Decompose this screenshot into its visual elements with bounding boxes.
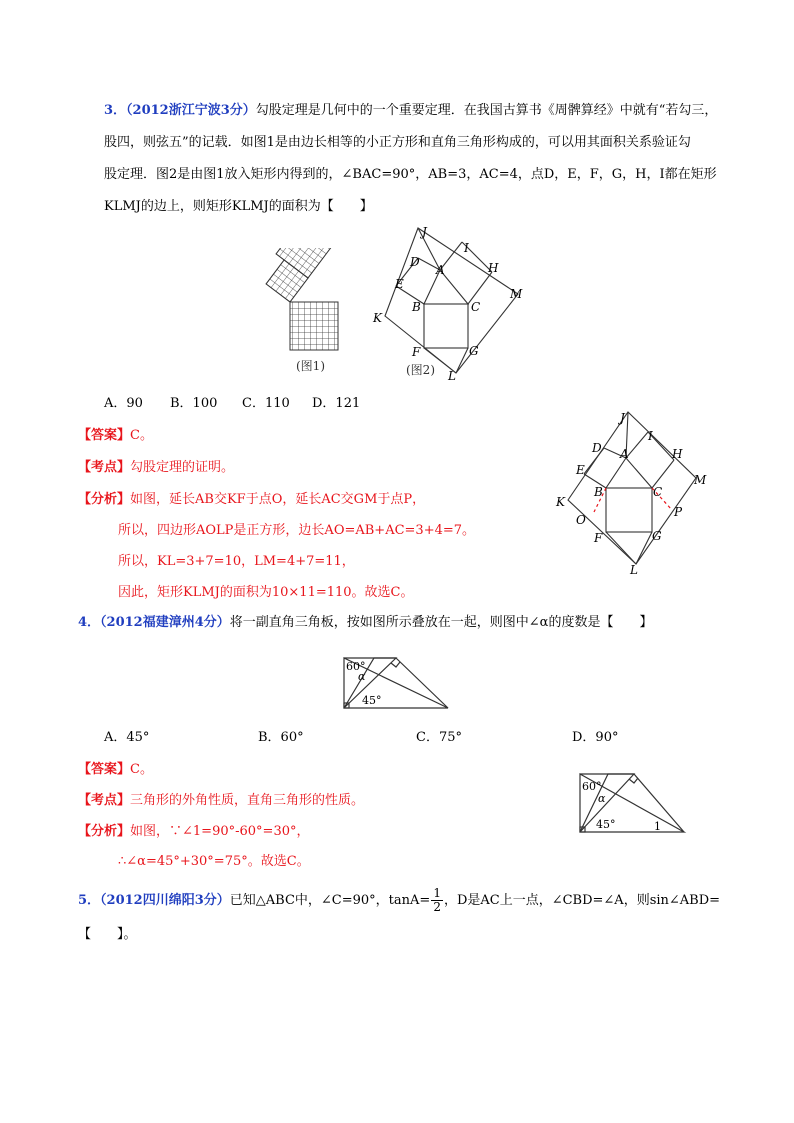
fig2-label-B: B <box>412 300 421 314</box>
fig2-label-M: M <box>510 287 523 301</box>
q3-analysis-2: 所以，四边形AOLP是正方形，边长AO=AB+AC=3+4=7。 <box>118 523 476 538</box>
q5-text-2: 【 】。 <box>78 927 137 942</box>
q4-answer-value: C。 <box>130 762 153 777</box>
q5-text-1b: ，D是AC上一点，∠CBD=∠A，则sin∠ABD= <box>443 893 721 908</box>
fig2-label-A: A <box>436 263 445 277</box>
q3-figure-1 <box>262 248 362 378</box>
q4-option-b: B．60° <box>258 730 304 745</box>
q5-line-1 <box>78 886 720 916</box>
q3-answer <box>78 426 153 446</box>
q3-figure-2 <box>368 222 538 384</box>
q4-line-1 <box>78 613 652 633</box>
q4-figure <box>336 652 456 712</box>
q3-analysis-tag: 【分析】 <box>78 492 131 507</box>
q3-point <box>78 458 234 478</box>
fig3-label-G: G <box>652 529 662 543</box>
fig3-label-M: M <box>694 473 707 487</box>
q4-afig-45: 45° <box>596 818 616 831</box>
q3-point-tag: 【考点】 <box>78 460 131 475</box>
q4-answer-tag: 【答案】 <box>78 762 131 777</box>
q3-point-value: 勾股定理的证明。 <box>130 460 235 475</box>
fig3-label-D: D <box>592 441 602 455</box>
fig2-label-C: C <box>471 300 481 314</box>
q4-afig-alpha: α <box>598 792 606 805</box>
q3-source: 3．（2012浙江宁波3分） <box>104 103 256 118</box>
q4-point-value: 三角形的外角性质，直角三角形的性质。 <box>130 793 365 808</box>
fig3-label-K: K <box>556 495 565 509</box>
q4-point <box>78 791 364 811</box>
q3-text-1: 勾股定理是几何中的一个重要定理．在我国古算书《周髀算经》中就有“若勾三， <box>255 103 718 118</box>
q3-analysis-figure <box>550 404 720 580</box>
q3-analysis-3: 所以，KL=3+7=10，LM=4+7=11， <box>118 554 355 569</box>
q4-point-tag: 【考点】 <box>78 793 131 808</box>
q5-text-1a: 已知△ABC中，∠C=90°，tanA= <box>229 893 431 908</box>
q5-fraction-den: 2 <box>433 900 441 914</box>
q3-figure-2-caption: (图2) <box>406 363 435 377</box>
q4-afig-60: 60° <box>582 780 602 793</box>
q4-answer <box>78 760 153 780</box>
fig2-label-F: F <box>412 345 421 359</box>
q3-text-2: 股四，则弦五”的记载．如图1是由边长相等的小正方形和直角三角形构成的，可以用其面积关系验证勾 <box>104 135 691 150</box>
fig2-label-I: I <box>464 241 469 255</box>
q4-analysis <box>78 822 309 842</box>
q5-fraction-num: 1 <box>433 886 441 900</box>
fig3-label-O: O <box>576 513 586 527</box>
fig2-label-K: K <box>373 311 382 325</box>
fig3-label-J: J <box>620 411 625 425</box>
fig3-label-L: L <box>630 563 638 577</box>
q4-option-d: D．90° <box>572 730 619 745</box>
q3-text-4: KLMJ的边上，则矩形KLMJ的面积为【 】 <box>104 199 373 214</box>
fig2-label-H: H <box>488 261 499 275</box>
q4-fig-60: 60° <box>346 660 366 673</box>
q3-text-3: 股定理．图2是由图1放入矩形内得到的，∠BAC=90°，AB=3，AC=4，点D，E，F，G，H，I都在矩形 <box>104 167 717 182</box>
fig3-label-E: E <box>576 463 585 477</box>
fig2-label-D: D <box>410 255 420 269</box>
q4-analysis-1: 如图，∵∠1=90°-60°=30°， <box>130 824 310 839</box>
q4-option-a: A．45° <box>104 730 150 745</box>
q4-option-c: C．75° <box>416 730 462 745</box>
q3-answer-value: C。 <box>130 428 153 443</box>
fig3-label-C: C <box>653 485 663 499</box>
q4-fig-alpha: α <box>358 670 366 683</box>
fig3-label-I: I <box>648 429 653 443</box>
q3-analysis-4: 因此，矩形KLMJ的面积为10×11=110。故选C。 <box>118 585 414 600</box>
q4-text-1: 将一副直角三角板，按如图所示叠放在一起，则图中∠α的度数是【 】 <box>229 615 653 630</box>
q4-fig-45: 45° <box>362 694 382 707</box>
q3-option-d: D．121 <box>312 396 361 411</box>
q4-analysis-figure <box>574 768 690 836</box>
q4-analysis-2: ∴∠α=45°+30°=75°。故选C。 <box>118 854 310 869</box>
q4-source: 4．（2012福建漳州4分） <box>78 615 230 630</box>
q3-line-1 <box>104 101 717 121</box>
fig3-label-P: P <box>674 505 683 519</box>
fig2-label-L: L <box>448 369 456 383</box>
fig3-label-H: H <box>672 447 683 461</box>
fig3-label-A: A <box>620 447 629 461</box>
fig2-label-E: E <box>395 277 404 291</box>
fig2-label-G: G <box>469 344 479 358</box>
q3-option-a: A．90 <box>104 396 143 411</box>
q3-analysis <box>78 490 425 510</box>
fig3-label-F: F <box>594 531 603 545</box>
q3-figure-1-caption: (图1) <box>296 359 325 373</box>
fig2-label-J: J <box>422 225 427 239</box>
q4-analysis-tag: 【分析】 <box>78 824 131 839</box>
q5-source: 5．（2012四川绵阳3分） <box>78 893 230 908</box>
q3-option-c: C．110 <box>242 396 290 411</box>
q3-answer-tag: 【答案】 <box>78 428 131 443</box>
q5-fraction <box>431 887 443 914</box>
q3-analysis-1: 如图，延长AB交KF于点O，延长AC交GM于点P， <box>130 492 426 507</box>
fig3-label-B: B <box>594 485 603 499</box>
q4-afig-1: 1 <box>654 820 661 833</box>
q3-option-b: B．100 <box>170 396 218 411</box>
